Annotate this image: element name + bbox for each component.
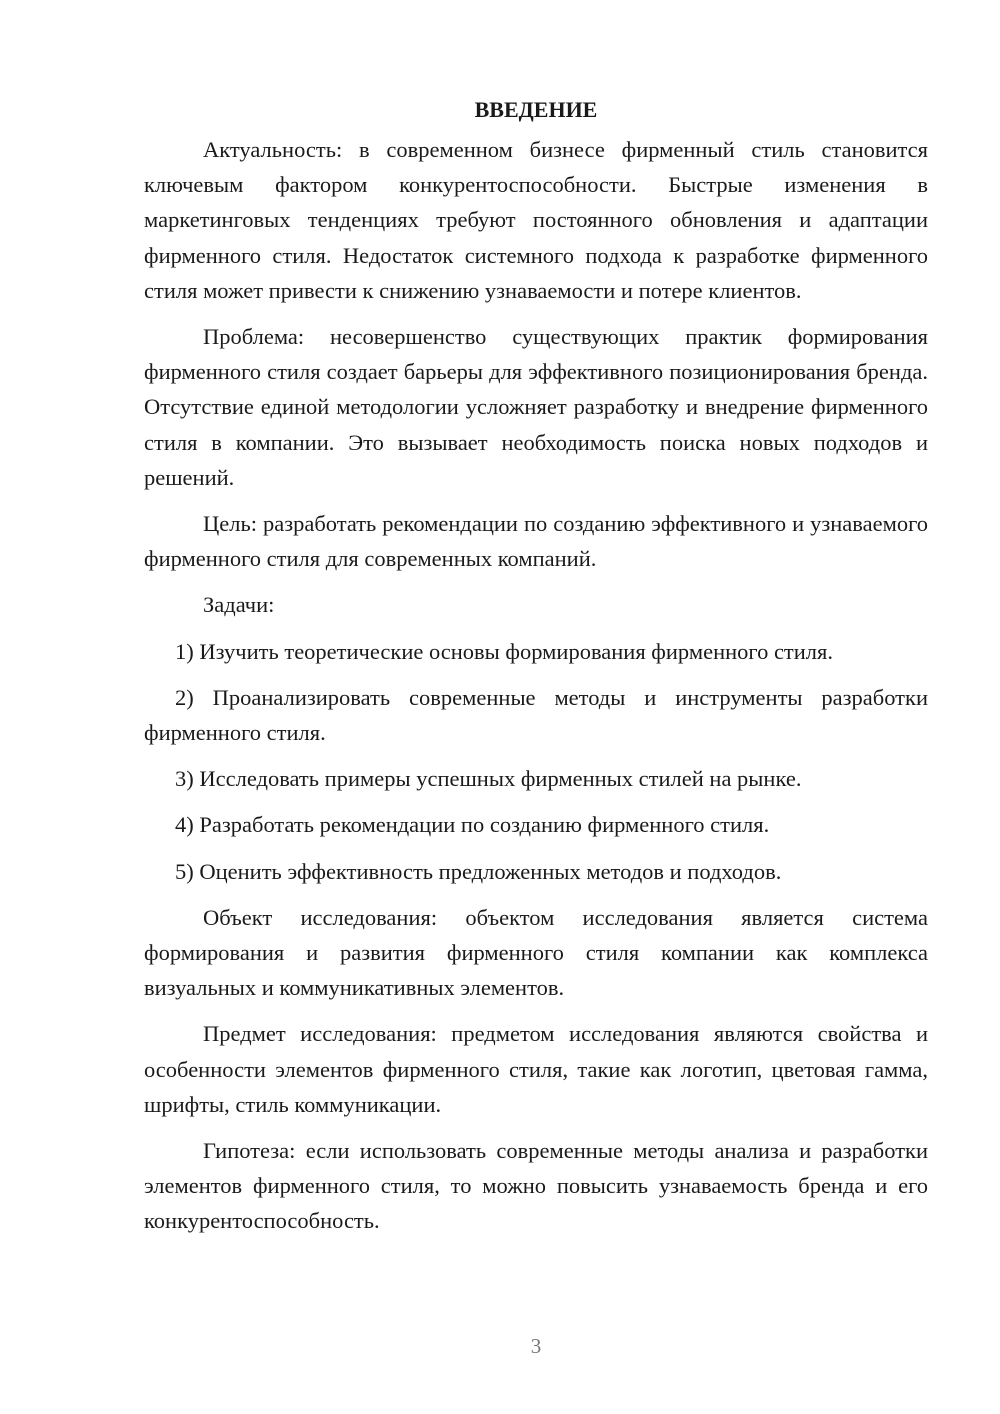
page-body — [144, 94, 928, 1250]
task-item-5: 5) Оценить эффективность предложенных методов и подходов. — [175, 858, 782, 884]
page-number: 3 — [530, 1334, 542, 1358]
paragraph-hypothesis: Гипотеза: если использовать современные методы анализа и разработки элементов фирменного стиля, то можно повысить узнаваемость бренда и его конкурентоспособность. — [144, 1138, 928, 1234]
section-title: ВВЕДЕНИЕ — [474, 97, 598, 122]
task-item-1: 1) Изучить теоретические основы формирования фирменного стиля. — [175, 638, 834, 664]
paragraph-object: Объект исследования: объектом исследования является система формирования и развития фирменного стиля компании как комплекса визуальных и коммуникативных элементов. — [144, 904, 928, 1001]
task-item-3: 3) Исследовать примеры успешных фирменных стилей на рынке. — [175, 766, 802, 792]
paragraph-problem: Проблема: несовершенство существующих практик формирования фирменного стиля создает барьеры для эффективного позиционирования бренда. Отсутствие единой методологии усложняет разработку и внедрение фирменного стиля в компании. Это вызывает необходимость поиска новых подходов и решений. — [144, 324, 928, 490]
paragraph-subject: Предмет исследования: предметом исследования являются свойства и особенности элементов фирменного стиля, такие как логотип, цветовая гамма, шрифты, стиль коммуникации. — [144, 1021, 928, 1117]
task-item-4: 4) Разработать рекомендации по созданию фирменного стиля. — [175, 812, 770, 838]
task-item-2: 2) Проанализировать современные методы и инструменты разработки фирменного стиля. — [144, 684, 928, 746]
paragraph-tasks-heading: Задачи: — [203, 592, 275, 618]
paragraph-relevance: Актуальность: в современном бизнесе фирменный стиль становится ключевым фактором конкурентоспособности. Быстрые изменения в маркетинговых тенденциях требуют постоянного обновления и адаптации фирменного стиля. Недостаток системного подхода к разработке фирменного стиля может привести к снижению узнаваемости и потере клиентов. — [144, 137, 928, 303]
paragraph-goal: Цель: разработать рекомендации по созданию эффективного и узнаваемого фирменного стиля для современных компаний. — [144, 511, 928, 572]
